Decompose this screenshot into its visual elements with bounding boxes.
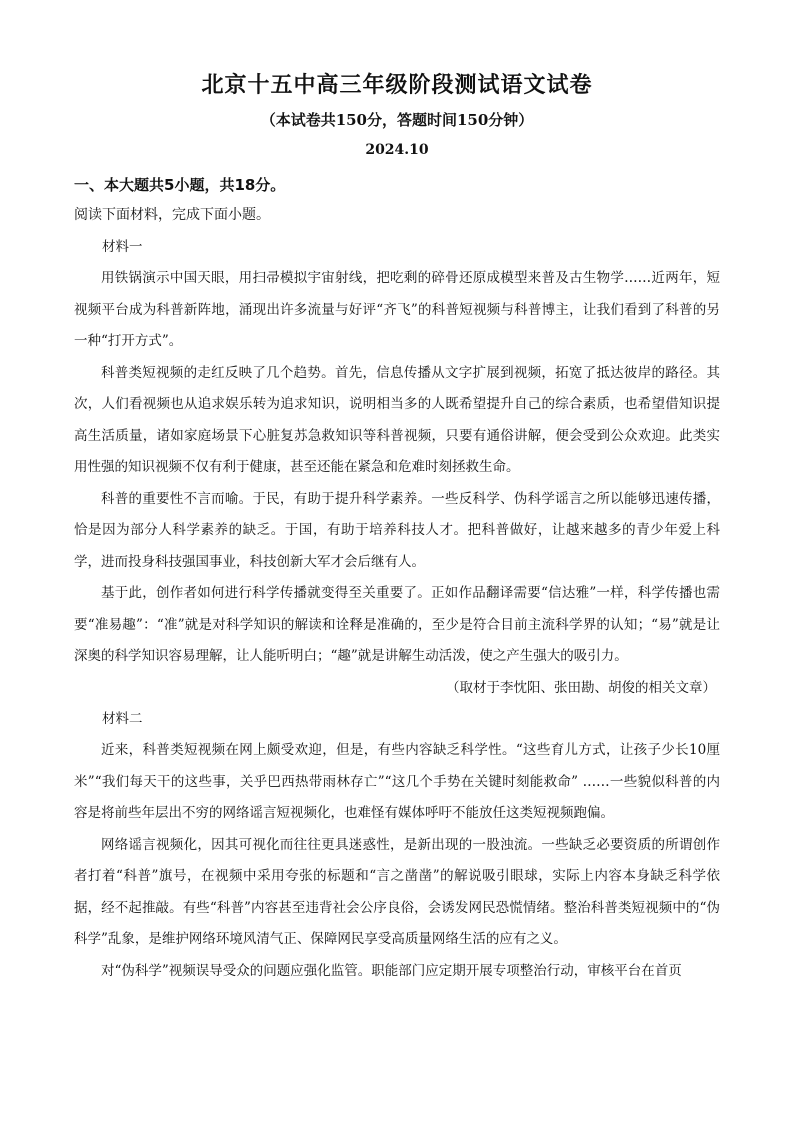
exam-info: （本试卷共150分，答题时间150分钟） xyxy=(260,111,534,129)
reading-material xyxy=(74,232,720,987)
material-1-paragraph: 基于此，创作者如何进行科学传播就变得至关重要了。正如作品翻译需要“信达雅”一样，科学传播也需要“准易趣”：“准”就是对科学知识的解读和诠释是准确的，至少是符合目前主流科学界的认知；“易”就是让深奥的科学知识容易理解，让人能听明白；“趣”就是讲解生动活泼，使之产生强大的吸引力。 xyxy=(74,585,720,664)
material-2-paragraph: 网络谣言视频化，因其可视化而往往更具迷惑性，是新出现的一股浊流。一些缺乏必要资质的所谓创作者打着“科普”旗号，在视频中采用夸张的标题和“言之凿凿”的解说吸引眼球，实际上内容本身缺乏科学依据，经不起推敲。有些“科普”内容甚至违背社会公序良俗，会诱发网民恐慌情绪。整治科普类短视频中的“伪科学”乱象，是维护网络环境风清气正、保障网民享受高质量网络生活的应有之义。 xyxy=(74,836,720,947)
exam-date: 2024.10 xyxy=(365,142,429,158)
material-2-label: 材料二 xyxy=(102,711,143,727)
material-1-paragraph: 用铁锅演示中国天眼，用扫帚模拟宇宙射线，把吃剩的碎骨还原成模型来普及古生物学……近两年，短视频平台成为科普新阵地，涌现出许多流量与好评“齐飞”的科普短视频与科普博主，让我们看到了科普的另一种“打开方式”。 xyxy=(74,270,720,349)
page-title: 北京十五中高三年级阶段测试语文试卷 xyxy=(201,73,593,98)
section-instruction: 阅读下面材料，完成下面小题。 xyxy=(74,207,270,223)
material-2-paragraph: 近来，科普类短视频在网上颇受欢迎，但是，有些内容缺乏科学性。“这些育儿方式，让孩子少长10厘米”“我们每天干的这些事，关乎巴西热带雨林存亡”“这几个手势在关键时刻能救命” ……一些貌似科普的内容是将前些年层出不穷的网络谣言短视频化，也难怪有媒体呼吁不能放任这类短视频跑偏。 xyxy=(74,742,720,821)
section-heading: 一、本大题共5小题，共18分。 xyxy=(74,176,286,194)
material-1-paragraph: 科普的重要性不言而喻。于民，有助于提升科学素养。一些反科学、伪科学谣言之所以能够迅速传播，恰是因为部分人科学素养的缺乏。于国，有助于培养科技人才。把科普做好，让越来越多的青少年爱上科学，进而投身科技强国事业，科技创新大军才会后继有人。 xyxy=(74,490,720,570)
material-1-source: （取材于李忱阳、张田勘、胡俊的相关文章） xyxy=(446,679,716,696)
material-1-label: 材料一 xyxy=(102,239,143,255)
material-2-paragraph: 对“伪科学”视频误导受众的问题应强化监管。职能部门应定期开展专项整治行动，审核平台在首页 xyxy=(101,962,682,979)
material-1-paragraph: 科普类短视频的走红反映了几个趋势。首先，信息传播从文字扩展到视频，拓宽了抵达彼岸的路径。其次，人们看视频也从追求娱乐转为追求知识，说明相当多的人既希望提升自己的综合素质，也希望借知识提高生活质量，诸如家庭场景下心脏复苏急救知识等科普视频，只要有通俗讲解，便会受到公众欢迎。此类实用性强的知识视频不仅有利于健康，甚至还能在紧急和危难时刻拯救生命。 xyxy=(74,364,720,475)
